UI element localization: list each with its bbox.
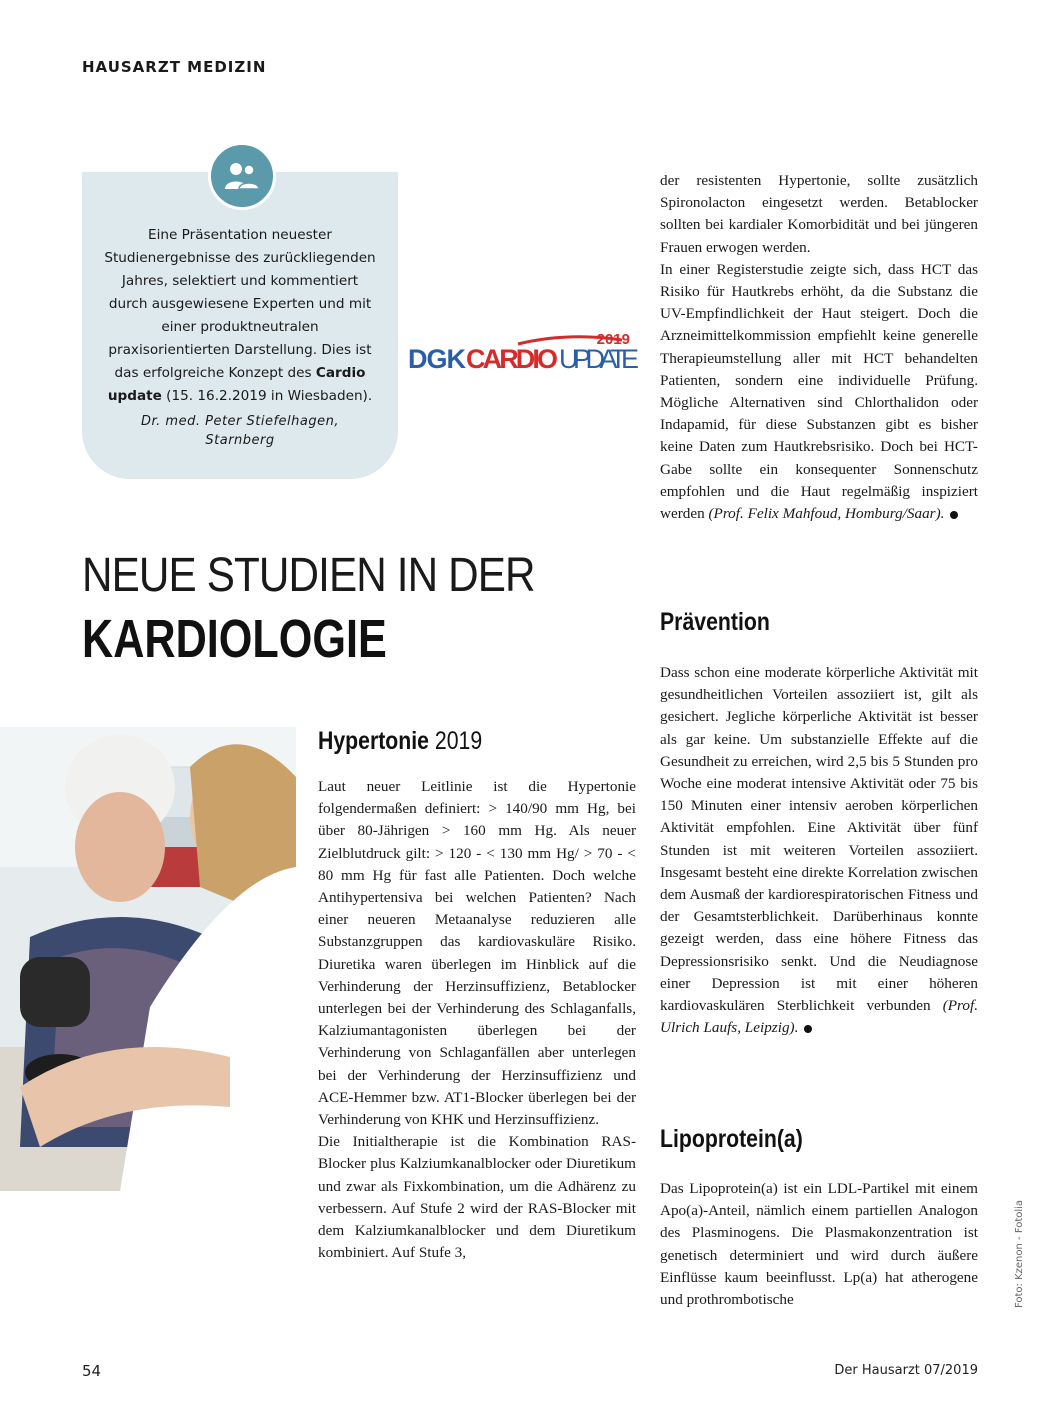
- svg-text:CARDIO: CARDIO: [466, 344, 558, 372]
- end-bullet: [804, 1025, 812, 1033]
- svg-text:DGK: DGK: [408, 344, 466, 372]
- page-number: 54: [82, 1362, 102, 1380]
- paragraph: Dass schon eine moderate körperliche Aktivität mit gesundheitlichen Vorteilen assoziiert ist, gilt als gesichert. Jegliche körperliche Aktivität ist besser als gar keine. Um substanzielle Effekte auf die Gesundheit zu erreichen, wird 2,5 bis 5 Stunden pro Woche eine moderat intensive Aktivität oder 75 bis 150 Minuten einer intensiv aeroben körperlichen Aktivität empfohlen. Eine Aktivität über fünf Stunden ist mit weiteren Vorteilen assoziiert. Insgesamt besteht eine direkte Korrelation zwischen dem Ausmaß der kardiorespiratorischen Fitness und der Gesamtsterblichkeit. Darüberhinaus konnte gezeigt werden, dass eine höhere Fitness das Depressionsrisiko senkt. Und die Neudiagnose einer Depression ist mit einer höheren kardiovaskulären Sterblichkeit verbunden (Prof. Ulrich Laufs, Leipzig).: [660, 664, 978, 1037]
- paragraph: In einer Registerstudie zeigte sich, dass HCT das Risiko für Hautkrebs erhöht, da die Substanz die UV-Empfindlichkeit der Haut steigert. Doch die Arzneimittelkommission empfiehlt keine generelle Therapieumstellung aller mit HCT behandelten Patienten, sondern eine individuelle Prüfung. Mögliche Alternativen sind Chlorthalidon oder Indapamid, für diese Substanzen gibt es bisher keine Daten zum Hautkrebsrisiko. Doch bei HCT-Gabe sollte ein konsequenter Sonnenschutz empfohlen und die Haut regelmäßig inspiziert werden (Prof. Felix Mahfoud, Homburg/Saar).: [660, 260, 978, 523]
- end-bullet: [950, 511, 958, 519]
- paragraph: Laut neuer Leitlinie ist die Hypertonie folgendermaßen definiert: > 140/90 mm Hg, bei über 80-Jährigen > 160 mm Hg. Als neuer Zielblutdruck gilt: > 120 - < 130 mm Hg/ > 70 - < 80 mm Hg für fast alle Patienten. Doch welche Antihypertensiva bei welchen Patienten? Nach einer neueren Metaanalyse reduzieren alle Substanzgruppen das kardiovaskuläre Risiko. Diuretika waren überlegen im Hinblick auf die Verhinderung der Herzinsuffizienz, Betablocker unterlegen bei der Verhinderung des Schlaganfalls, Kalziumantagonisten überlegen bei der Verhinderung von Schlaganfällen aber unterlegen bei der Verhinderung der Herzinsuffizienz und ACE-Hemmer bzw. AT1-Blocker überlegen bei der Verhinderung von KHK und Herzinsuffizienz.: [318, 778, 636, 1129]
- photo-credit: Foto: Kzenon - Fotolia: [1014, 1199, 1025, 1308]
- heading-hypertonie: Hypertonie 2019: [318, 727, 483, 755]
- citation: (Prof. Ulrich Laufs, Leipzig).: [660, 997, 978, 1037]
- column-lipoprotein: [660, 1178, 978, 1311]
- section-label: HAUSARZT MEDIZIN: [82, 58, 267, 76]
- column-hypertonie: [318, 776, 636, 1264]
- svg-text:UPDATE: UPDATE: [559, 344, 639, 372]
- users-icon: [208, 142, 276, 210]
- column-right-top: [660, 170, 978, 525]
- journal-info: Der Hausarzt 07/2019: [834, 1363, 978, 1378]
- svg-text:2019: 2019: [596, 331, 630, 348]
- paragraph: Die Initialtherapie ist die Kombination RAS-Blocker plus Kalziumkanalblocker oder Diuretikum und zwar als Fixkombination, um die Adhärenz zu verbessern. Auf Stufe 2 wird der RAS-Blocker mit dem Kalziumkanalblocker und dem Diuretikum kombiniert. Auf Stufe 3,: [318, 1133, 636, 1262]
- citation: (Prof. Felix Mahfoud, Homburg/Saar).: [708, 505, 945, 523]
- article-title-line2: KARDIOLOGIE: [82, 609, 387, 669]
- doctor-measuring-blood-pressure-photo: [0, 727, 296, 1191]
- heading-praevention: Prävention: [660, 608, 770, 636]
- paragraph: Das Lipoprotein(a) ist ein LDL-Partikel mit einem Apo(a)-Anteil, nämlich einem partiellen Analogon des Plasminogens. Die Plasmakonzentration ist genetisch determiniert und wird durch äußere Einflüsse kaum beeinflusst. Lp(a) hat atherogene und prothrombotische: [660, 1180, 978, 1309]
- teaser-author: Dr. med. Peter Stiefelhagen, Starnberg: [141, 414, 339, 448]
- heading-lipoprotein: Lipoprotein(a): [660, 1125, 803, 1153]
- dgk-cardio-update-logo: [408, 330, 640, 372]
- column-praevention: [660, 662, 978, 1039]
- paragraph: der resistenten Hypertonie, sollte zusätzlich Spironolacton eingesetzt werden. Betablocker sollten bei kardialer Komorbidität und bei jüngeren Frauen erwogen werden.: [660, 172, 978, 256]
- teaser-highlight: Cardio update: [107, 365, 366, 404]
- teaser-text: Eine Präsentation neuester Studienergebnisse des zurückliegenden Jahres, selektiert und kommentiert durch ausgewiesene Experten und mit einer produktneutralen praxisorientierten Darstellung. Dies ist das erfolgreiche Konzept des Cardio update (15. 16.2.2019 in Wiesbaden).: [104, 227, 376, 404]
- article-title-line1: NEUE STUDIEN IN DER: [82, 549, 535, 602]
